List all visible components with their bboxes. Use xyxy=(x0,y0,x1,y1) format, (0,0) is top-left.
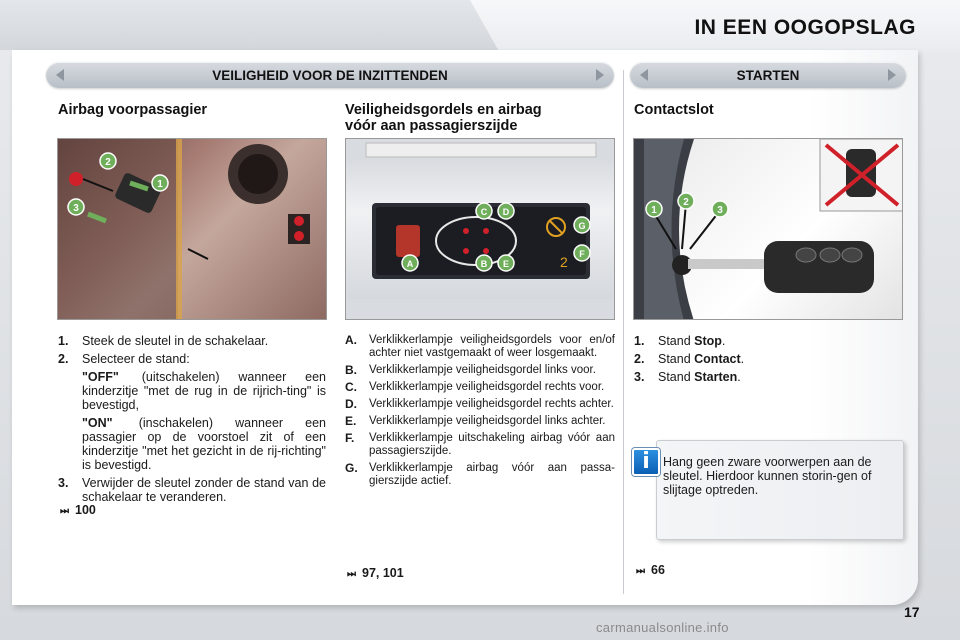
item-letter: B. xyxy=(345,363,357,377)
off-label: "OFF" xyxy=(82,370,119,384)
item-text xyxy=(658,370,902,384)
seatbelt-warning-panel-photo xyxy=(345,138,615,320)
item-text: Verklikkerlampje veiligheidsgordel links voor. xyxy=(369,364,596,376)
photo2-label-c: C xyxy=(480,207,488,217)
list-item xyxy=(58,334,326,348)
photo3-label-1: 1 xyxy=(651,205,657,216)
col3-title: Contactslot xyxy=(634,102,714,118)
list-item xyxy=(345,381,615,394)
photo2-label-b: B xyxy=(480,259,488,269)
item-prefix: Stand xyxy=(658,370,695,384)
info-text: Hang geen zware voorwerpen aan de sleutel. Hierdoor kunnen storin-gen of slijtage optreden. xyxy=(663,455,872,497)
list-item xyxy=(58,352,326,366)
col1-title: Airbag voorpassagier xyxy=(58,102,208,118)
off-text: (uitschakelen) wanneer een kinderzitje "met de rug in de rijrich-ting" is bevestigd, xyxy=(82,370,326,412)
sub-item-on xyxy=(82,416,326,472)
col1-list xyxy=(58,334,326,508)
item-number: 2. xyxy=(634,352,645,366)
photo2-label-e: E xyxy=(502,259,510,269)
ref-page: 97, 101 xyxy=(362,566,404,580)
forward-icon: ⏭ xyxy=(636,566,645,577)
item-letter: E. xyxy=(345,414,357,428)
section-bar-starting xyxy=(630,62,906,88)
item-number: 1. xyxy=(634,334,645,348)
item-text: Verklikkerlampje veiligheidsgordel rechts achter. xyxy=(369,398,614,410)
item-text: Verklikkerlampje veiligheidsgordel links achter. xyxy=(369,415,606,427)
item-prefix: Stand xyxy=(658,352,695,366)
item-text: Verwijder de sleutel zonder de stand van de schakelaar te veranderen. xyxy=(82,476,326,504)
item-letter: A. xyxy=(345,333,357,347)
item-bold: Starten xyxy=(694,370,738,384)
item-letter: D. xyxy=(345,397,357,411)
item-letter: F. xyxy=(345,431,355,445)
seatbelt-panel-illustration xyxy=(346,139,615,320)
forward-icon: ⏭ xyxy=(347,569,356,580)
page-reference-col2[interactable] xyxy=(347,566,404,580)
item-text: Verklikkerlampje veiligheidsgordels voor en/of achter niet vastgemaakt of weer losgemaakt. xyxy=(369,334,615,359)
item-letter: C. xyxy=(345,380,357,394)
photo1-label-1: 1 xyxy=(157,179,163,190)
item-suffix: . xyxy=(721,334,726,348)
item-text: Selecteer de stand: xyxy=(82,352,190,366)
photo1-label-2: 2 xyxy=(105,157,111,168)
ignition-switch-photo xyxy=(633,138,903,320)
section-bar-safety xyxy=(46,62,614,88)
photo3-label-3: 3 xyxy=(717,205,723,216)
col2-title-line2: vóór aan passagierszijde xyxy=(345,118,518,134)
col2-title xyxy=(345,102,542,134)
on-label: "ON" xyxy=(82,416,113,430)
item-letter: G. xyxy=(345,461,358,475)
item-text: Verklikkerlampje uitschakeling airbag vóór aan passagierszijde. xyxy=(369,432,615,457)
list-item xyxy=(345,432,615,458)
item-prefix: Stand xyxy=(658,334,695,348)
photo2-label-g: G xyxy=(578,221,586,231)
list-item xyxy=(58,476,326,504)
col2-list xyxy=(345,334,615,492)
item-bold: Contact xyxy=(694,352,741,366)
svg-text:2: 2 xyxy=(560,254,568,270)
item-text xyxy=(658,334,902,348)
item-suffix: . xyxy=(737,370,741,384)
item-number: 2. xyxy=(58,352,69,366)
photo3-label-2: 2 xyxy=(683,197,689,208)
column-divider xyxy=(623,70,624,594)
photo2-label-f: F xyxy=(579,249,585,259)
photo1-label-3: 3 xyxy=(73,203,79,214)
ref-page: 100 xyxy=(75,503,96,517)
list-item xyxy=(345,415,615,428)
ref-page: 66 xyxy=(651,563,665,577)
col2-title-line1: Veiligheidsgordels en airbag xyxy=(345,102,542,118)
item-suffix: . xyxy=(740,352,745,366)
page-reference-col1[interactable] xyxy=(60,503,96,517)
on-text: (inschakelen) wanneer een passagier op de voorstoel zit of een kinderzitje "met het gezicht in de rij-richting" is bevestigd. xyxy=(82,416,326,472)
list-item xyxy=(345,364,615,377)
forward-icon: ⏭ xyxy=(60,506,69,517)
section-bar-starting-label: STARTEN xyxy=(736,67,800,83)
photo2-label-a: A xyxy=(406,259,414,269)
ignition-switch-illustration xyxy=(634,139,903,320)
col3-list xyxy=(634,334,902,388)
list-item xyxy=(345,334,615,360)
item-number: 3. xyxy=(58,476,69,490)
list-item xyxy=(345,462,615,488)
item-number: 1. xyxy=(58,334,69,348)
item-text xyxy=(658,352,902,366)
page-title: IN EEN OOGOPSLAG xyxy=(694,16,916,39)
airbag-switch-illustration xyxy=(58,139,327,320)
list-item xyxy=(634,352,902,366)
sub-item-off xyxy=(82,370,326,412)
info-icon: i xyxy=(632,448,660,476)
item-text: Verklikkerlampje airbag vóór aan passa-gierszijde actief. xyxy=(369,462,615,487)
page-reference-col3[interactable] xyxy=(636,563,665,577)
section-bar-safety-label: VEILIGHEID VOOR DE INZITTENDEN xyxy=(212,67,448,83)
page-number: 17 xyxy=(904,604,920,620)
photo2-label-d: D xyxy=(502,207,510,217)
list-item xyxy=(345,398,615,411)
item-number: 3. xyxy=(634,370,645,384)
airbag-switch-photo xyxy=(57,138,327,320)
item-text: Verklikkerlampje veiligheidsgordel rechts voor. xyxy=(369,381,605,393)
item-bold: Stop xyxy=(694,334,722,348)
list-item xyxy=(634,334,902,348)
watermark: carmanualsonline.info xyxy=(596,620,729,635)
list-item xyxy=(634,370,902,384)
item-text: Steek de sleutel in de schakelaar. xyxy=(82,334,269,348)
